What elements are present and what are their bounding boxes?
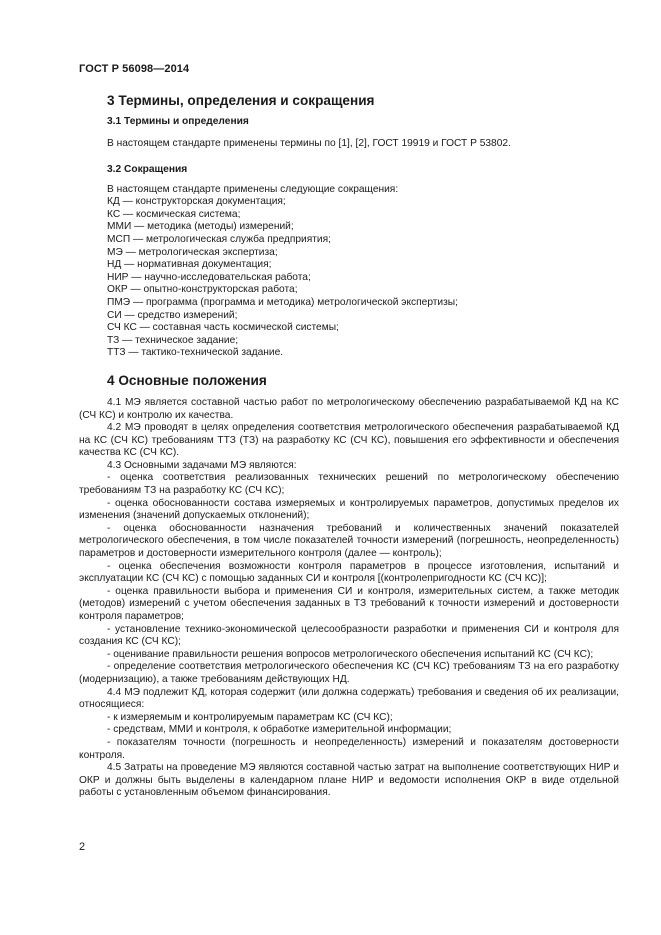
- section-3-2-intro: В настоящем стандарте применены следующие сокращения:: [107, 183, 399, 195]
- section-4-body: [79, 396, 619, 800]
- paragraph: 4.4 МЭ подлежит КД, которая содержит (или должна содержать) требования и сведения об их реализации, относящиеся:: [79, 686, 619, 711]
- abbreviation-list: [107, 196, 619, 360]
- list-item: СИ — средство измерений;: [107, 309, 238, 321]
- paragraph: 4.5 Затраты на проведение МЭ являются составной частью затрат на выполнение соответствующих НИР и ОКР и должны быть выделены в календарном плане НИР и ведомости исполнения ОКР в виде отдельной работы с установленным объемом финансирования.: [79, 762, 619, 799]
- paragraph: - показателям точности (погрешность и неопределенность) измерений и показателям достоверности контроля.: [79, 736, 619, 761]
- paragraph: - оценка обеспечения возможности контроля параметров в процессе изготовления, испытаний и эксплуатации КС (СЧ КС) с помощью заданных СИ и контроля [(контролепригодности КС (СЧ КС)];: [79, 560, 619, 585]
- list-item: МСП — метрологическая служба предприятия;: [107, 233, 331, 245]
- list-item: ОКР — опытно-конструкторская работа;: [107, 284, 298, 296]
- section-4-title: 4 Основные положения: [107, 372, 267, 388]
- list-item: ТЗ — техническое задание;: [107, 334, 239, 346]
- paragraph: - оценка соответствия реализованных технических решений по метрологическому обеспечению требованиям ТЗ на разработку КС (СЧ КС);: [79, 472, 619, 497]
- section-3-1-text: В настоящем стандарте применены термины по [1], [2], ГОСТ 19919 и ГОСТ Р 53802.: [107, 138, 511, 149]
- list-item: ТТЗ — тактико-технической задание.: [107, 347, 284, 359]
- paragraph: 4.2 МЭ проводят в целях определения соответствия метрологического обеспечения разрабатываемой КД на КС (СЧ КС) требованиям ТТЗ (ТЗ) на разработку КС (СЧ КС), повышения его эффективности и обеспечения качества КС (СЧ КС).: [79, 422, 619, 459]
- paragraph: - средствам, ММИ и контроля, к обработке измерительной информации;: [107, 724, 452, 736]
- list-item: КС — космическая система;: [107, 208, 241, 220]
- paragraph: - оценка правильности выбора и применения СИ и контроля, измерительных систем, а также методик (методов) измерений с учетом обеспечения заданных в ТЗ требований к точности измерений и достоверности контроля параметров;: [79, 585, 619, 622]
- list-item: ПМЭ — программа (программа и методика) метрологической экспертизы;: [107, 296, 458, 308]
- list-item: МЭ — метрологическая экспертиза;: [107, 246, 278, 258]
- paragraph: - определение соответствия метрологического обеспечения КС (СЧ КС) требованиям ТЗ на его разработку (модернизацию), а также требованиям действующих НД.: [79, 661, 619, 685]
- list-item: НД — нормативная документация;: [107, 259, 272, 271]
- list-item: КД — конструкторская документация;: [107, 196, 286, 208]
- paragraph: - оценивание правильности решения вопросов метрологического обеспечения испытаний КС (СЧ КС);: [107, 648, 594, 660]
- page-number: 2: [79, 841, 86, 853]
- list-item: ММИ — методика (методы) измерений;: [107, 221, 294, 233]
- section-3-title: 3 Термины, определения и сокращения: [107, 93, 375, 108]
- paragraph: 4.1 МЭ является составной частью работ по метрологическому обеспечению разрабатываемой КД на КС (СЧ КС) и контролю их качества.: [79, 396, 619, 421]
- section-3-1-title: 3.1 Термины и определения: [107, 116, 249, 127]
- paragraph: 4.3 Основными задачами МЭ являются:: [107, 459, 297, 471]
- paragraph: - к измеряемым и контролируемым параметрам КС (СЧ КС);: [107, 711, 393, 723]
- list-item: НИР — научно-исследовательская работа;: [107, 271, 311, 283]
- section-3-2-title: 3.2 Сокращения: [107, 163, 188, 175]
- paragraph: - установление технико-экономической целесообразности разработки и применения СИ и контроля для создания КС (СЧ КС);: [79, 623, 619, 648]
- paragraph: - оценка обоснованности состава измеряемых и контролируемых параметров, допустимых пределов их изменения (значений допускаемых отклонений);: [79, 497, 619, 522]
- page-content: [79, 92, 619, 800]
- paragraph: - оценка обоснованности назначения требований и количественных значений показателей метрологического обеспечения, в том числе показателей точности измерений (погрешность, неопределенность) параметров и достоверности измерительного контроля (далее — контроль);: [79, 522, 619, 560]
- document-header: ГОСТ Р 56098—2014: [79, 63, 190, 75]
- list-item: СЧ КС — составная часть космической системы;: [107, 322, 339, 334]
